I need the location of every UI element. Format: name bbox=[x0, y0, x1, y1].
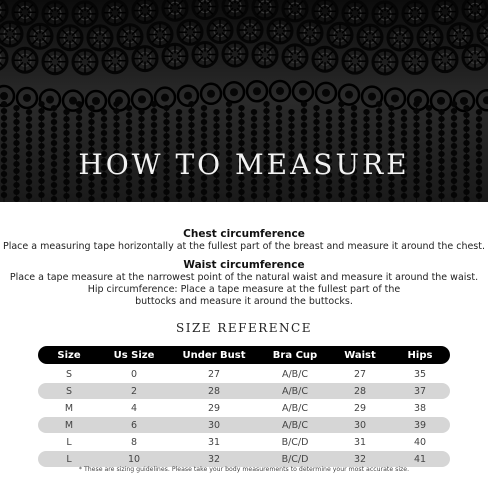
table-cell: 37 bbox=[413, 385, 427, 397]
hero-banner bbox=[0, 0, 488, 202]
table-cell: 0 bbox=[130, 368, 138, 380]
table-cell: 32 bbox=[207, 453, 221, 465]
chest-section bbox=[0, 228, 488, 253]
table-cell: 40 bbox=[413, 436, 427, 448]
table-row bbox=[38, 383, 450, 399]
table-header-cell: Under Bust bbox=[182, 349, 246, 361]
table-cell: 28 bbox=[207, 385, 221, 397]
size-table bbox=[38, 346, 450, 468]
table-cell: 38 bbox=[413, 402, 427, 414]
table-cell: 35 bbox=[413, 368, 427, 380]
waist-text: Place a tape measure at the narrowest point of the natural waist and measure it around the waist. bbox=[9, 272, 479, 283]
table-header-cell: Hips bbox=[407, 349, 433, 361]
page-title: HOW TO MEASURE bbox=[78, 148, 410, 181]
table-row bbox=[38, 451, 450, 467]
table-cell: S bbox=[65, 368, 73, 380]
table-row bbox=[38, 434, 450, 450]
table-cell: A/B/C bbox=[281, 402, 309, 414]
table-cell: 4 bbox=[130, 402, 138, 414]
table-cell: 27 bbox=[207, 368, 221, 380]
footnote: * These are sizing guidelines. Please take your body measurements to determine your most accurate size. bbox=[78, 466, 410, 473]
table-cell: 39 bbox=[413, 419, 427, 431]
table-cell: 10 bbox=[127, 453, 141, 465]
waist-section bbox=[0, 259, 488, 308]
size-reference-title: SIZE REFERENCE bbox=[176, 321, 312, 335]
table-cell: 31 bbox=[353, 436, 367, 448]
table-row bbox=[38, 417, 450, 433]
table-header-row bbox=[38, 346, 450, 364]
table-body bbox=[38, 366, 450, 467]
table-row bbox=[38, 366, 450, 382]
table-cell: 30 bbox=[353, 419, 367, 431]
table-cell: S bbox=[65, 385, 73, 397]
table-cell: A/B/C bbox=[281, 419, 309, 431]
table-cell: B/C/D bbox=[281, 436, 309, 448]
table-cell: L bbox=[66, 453, 72, 465]
chest-heading: Chest circumference bbox=[183, 228, 305, 240]
hip-text-continued: buttocks and measure it around the buttocks. bbox=[135, 296, 353, 307]
table-cell: B/C/D bbox=[281, 453, 309, 465]
table-cell: M bbox=[64, 419, 74, 431]
table-cell: 27 bbox=[353, 368, 367, 380]
table-cell: 8 bbox=[130, 436, 138, 448]
table-cell: M bbox=[64, 402, 74, 414]
table-cell: 2 bbox=[130, 385, 138, 397]
waist-heading: Waist circumference bbox=[183, 259, 305, 271]
table-cell: 41 bbox=[413, 453, 427, 465]
table-cell: 29 bbox=[353, 402, 367, 414]
table-cell: A/B/C bbox=[281, 368, 309, 380]
table-cell: 6 bbox=[130, 419, 138, 431]
table-cell: 31 bbox=[207, 436, 221, 448]
table-header-cell: Waist bbox=[344, 349, 376, 361]
table-cell: 32 bbox=[353, 453, 367, 465]
table-cell: 29 bbox=[207, 402, 221, 414]
table-header-cell: Us Size bbox=[113, 349, 155, 361]
chest-text: Place a measuring tape horizontally at the fullest part of the breast and measure it around the chest. bbox=[2, 241, 485, 252]
table-header-cell: Bra Cup bbox=[272, 349, 318, 361]
hip-text: Hip circumference: Place a tape measure at the fullest part of the bbox=[87, 284, 401, 295]
table-cell: A/B/C bbox=[281, 385, 309, 397]
table-cell: L bbox=[66, 436, 72, 448]
table-row bbox=[38, 400, 450, 416]
table-cell: 30 bbox=[207, 419, 221, 431]
table-header-cell: Size bbox=[57, 349, 81, 361]
table-cell: 28 bbox=[353, 385, 367, 397]
